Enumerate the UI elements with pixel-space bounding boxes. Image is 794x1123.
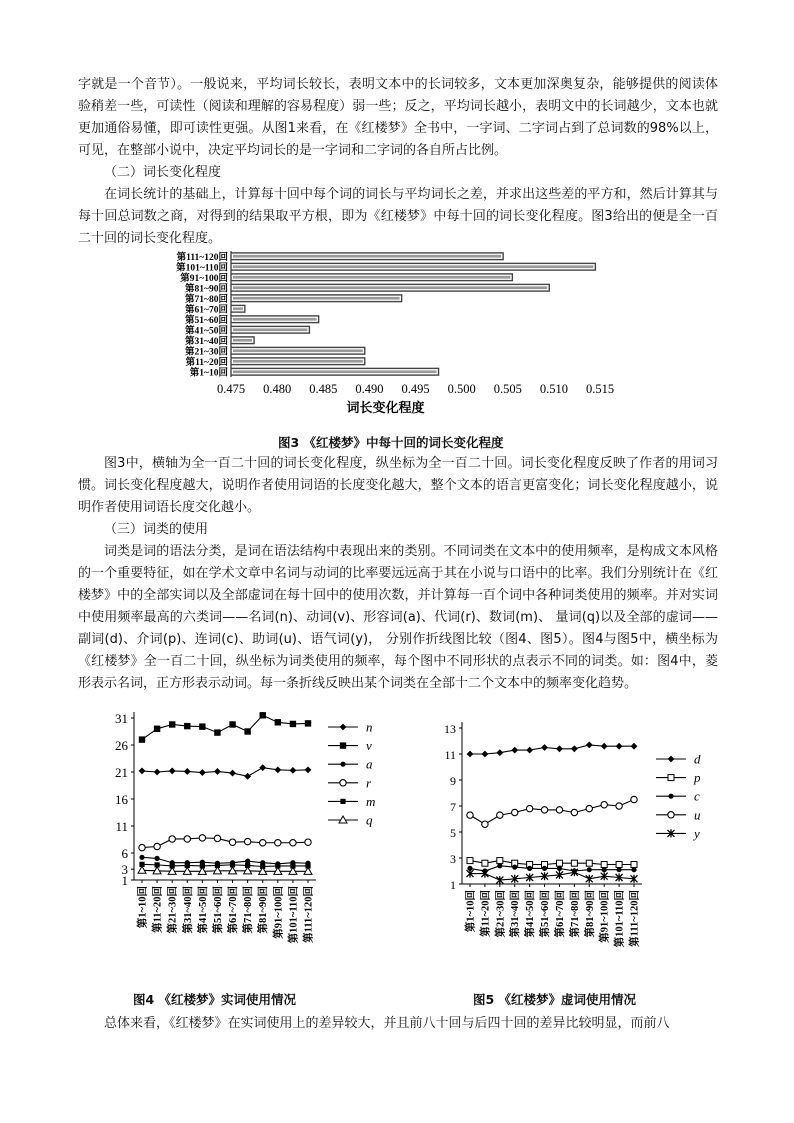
legend-item xyxy=(328,738,372,753)
data-point xyxy=(527,866,532,871)
data-point xyxy=(340,799,345,804)
y-tick-label: 第11~20回 xyxy=(185,357,228,368)
data-point xyxy=(571,860,577,866)
data-point xyxy=(497,863,502,868)
data-point xyxy=(139,855,144,860)
data-point xyxy=(482,821,488,827)
x-tick-label: 第61~70回 xyxy=(554,890,566,938)
data-point xyxy=(587,867,592,872)
x-tick-label: 第111~120回 xyxy=(629,890,641,947)
series-line xyxy=(142,768,308,777)
y-tick-label: 26 xyxy=(115,738,128,753)
figure-3-chart xyxy=(160,245,630,425)
data-point xyxy=(571,809,577,815)
data-point xyxy=(467,751,474,758)
series-line xyxy=(470,872,634,880)
data-point xyxy=(467,858,473,864)
legend-label: m xyxy=(366,793,376,809)
data-point xyxy=(668,756,675,763)
y-tick-label: 3 xyxy=(450,852,456,866)
section-heading-3: （三）词类的使用 xyxy=(104,522,209,537)
y-tick-label: 第21~30回 xyxy=(185,347,228,358)
data-point xyxy=(214,729,220,735)
figure-4-caption: 图4 《红楼梦》实词使用情况 xyxy=(133,992,297,1007)
series-y xyxy=(467,868,638,884)
data-point xyxy=(290,721,296,727)
data-point xyxy=(542,866,547,871)
y-tick-label: 第51~60回 xyxy=(185,315,228,326)
x-tick-label: 第11~20回 xyxy=(480,890,492,937)
y-tick-label: 5 xyxy=(450,826,456,840)
bar-fill xyxy=(233,307,243,310)
legend-label: c xyxy=(694,788,700,804)
x-tick-label: 0.505 xyxy=(493,382,522,396)
data-point xyxy=(586,805,592,811)
legend-item xyxy=(656,807,701,822)
x-tick-label: 0.510 xyxy=(539,382,568,396)
series-p xyxy=(467,858,637,868)
data-point xyxy=(631,796,637,802)
data-point xyxy=(154,726,160,732)
data-point xyxy=(616,867,621,872)
paragraph-4: 词类是词的语法分类，是词在语法结构中表现出来的类别。不同词类在文本中的使用频率，是构成文本风格的一个重要特征，如在学术文章中名词与动词的比率要远远高于其在小说与口语中的比率。我们分别统计在《红楼梦》中的全部实词以及全部虚词在每十回中的使用次数，并计算每一百个词中各种词类使用的频率。并对实词中使用频率最高的六类词——名词(n)、动词(v)、形容词(a)、代词(r)、数词(m)、 量词(q)以及全部的虚词——副词(d)、介词(p)、连词(c)、助词(u)、语气词(y)， 分别作折线图比较（图4、图5）。图4与图5中，横坐标为《红楼梦》全一百二十回，纵坐标为词类使用的频率，每个图中不同形状的点表示不同的词类。如：图4中，菱形表示名词，正方形表示动词。每一条折线反映出某个词类在全部十二个文本中的频率变化趋势。 xyxy=(78,544,718,691)
data-point xyxy=(305,720,311,726)
legend-label: p xyxy=(694,770,701,786)
x-tick-label: 第41~50回 xyxy=(197,886,209,934)
data-point xyxy=(305,766,312,773)
data-point xyxy=(244,728,250,734)
y-tick-label: 第61~70回 xyxy=(185,305,228,316)
data-point xyxy=(497,858,503,864)
data-point xyxy=(138,866,146,873)
data-point xyxy=(616,862,622,868)
x-tick-label: 第101~110回 xyxy=(288,886,300,944)
y-tick-label: 第111~120回 xyxy=(176,252,228,263)
x-tick-label: 第111~120回 xyxy=(303,886,315,943)
data-point xyxy=(229,721,235,727)
data-point xyxy=(556,860,562,866)
paragraph-3: 图3中，横轴为全一百二十回的词长变化程度，纵坐标为全一百二十回。词长变化程度反映了作者的用词习惯。词长变化程度越大，说明作者使用词语的长度变化越大，整个文本的语言更富变化；词长变化程度越小，说明作者使用词语长度交化越小。 xyxy=(78,456,718,515)
y-tick-label: 21 xyxy=(115,765,128,780)
data-point xyxy=(571,745,578,752)
y-tick-label: 3 xyxy=(121,862,128,878)
data-point xyxy=(199,769,206,776)
data-point xyxy=(482,751,489,758)
bar-fill xyxy=(233,297,400,300)
series-line xyxy=(470,800,634,825)
data-point xyxy=(290,840,296,846)
figure-5-caption: 图5 《红楼梦》虚词使用情况 xyxy=(473,992,637,1007)
series-line xyxy=(470,861,634,865)
data-point xyxy=(275,719,281,725)
data-point xyxy=(229,770,236,777)
series-line xyxy=(470,866,634,871)
data-point xyxy=(244,773,251,780)
legend-item xyxy=(328,794,375,809)
data-point xyxy=(154,769,161,776)
data-point xyxy=(214,835,220,841)
data-point xyxy=(169,768,176,775)
data-point xyxy=(275,840,281,846)
x-tick-label: 第61~70回 xyxy=(228,886,240,934)
x-tick-label: 第71~80回 xyxy=(243,886,255,934)
data-point xyxy=(199,723,205,729)
paragraph-5: 总体来看，《红楼梦》在实词使用上的差异较大，并且前八十回与后四十回的差异比较明显，而前八 xyxy=(104,1016,670,1031)
y-tick-label: 7 xyxy=(450,800,456,814)
data-point xyxy=(340,780,346,786)
series-d xyxy=(467,742,638,758)
data-point xyxy=(305,839,311,845)
x-tick-label: 第91~100回 xyxy=(599,890,611,943)
figure-3 xyxy=(160,245,630,429)
legend-label: n xyxy=(366,719,373,735)
bar-fill xyxy=(233,360,363,363)
data-point xyxy=(139,844,145,850)
data-point xyxy=(631,862,637,868)
y-tick-label: 第81~90回 xyxy=(185,284,228,295)
data-point xyxy=(229,839,235,845)
data-point xyxy=(557,866,562,871)
legend-label: d xyxy=(694,751,701,767)
data-point xyxy=(511,747,518,754)
x-tick-label: 0.480 xyxy=(263,382,292,396)
x-tick-label: 第81~90回 xyxy=(584,890,596,938)
data-point xyxy=(340,742,346,748)
data-point xyxy=(199,835,205,841)
x-tick-label: 第31~40回 xyxy=(510,890,522,938)
legend-label: q xyxy=(366,812,373,828)
data-point xyxy=(169,721,175,727)
data-point xyxy=(601,802,607,808)
x-tick-label: 0.490 xyxy=(355,382,384,396)
x-tick-label: 第101~110回 xyxy=(614,890,626,948)
x-tick-label: 第81~90回 xyxy=(258,886,270,934)
paragraph-2: 在词长统计的基础上，计算每十回中每个词的词长与平均词长之差，并求出这些差的平方和，然后计算其与每十回总词数之商，对得到的结果取平方根，即为《红楼梦》中每十回的词长变化程度。图3给出的便是全一百二十回的词长变化程度。 xyxy=(78,187,718,246)
data-point xyxy=(139,736,145,742)
legend-label: y xyxy=(694,825,700,841)
x-tick-label: 第51~60回 xyxy=(540,890,552,938)
data-point xyxy=(616,743,623,750)
bar-fill xyxy=(233,255,501,258)
legend-label: a xyxy=(366,756,373,772)
data-point xyxy=(244,838,250,844)
data-point xyxy=(668,812,674,818)
data-point xyxy=(154,843,160,849)
data-point xyxy=(274,766,281,773)
x-axis-title: 词长变化程度 xyxy=(346,400,425,415)
series-v xyxy=(139,712,311,743)
series-line xyxy=(142,857,308,863)
figure-3-caption: 图3 《红楼梦》中每十回的词长变化程度 xyxy=(278,435,504,450)
bar-fill xyxy=(233,265,593,268)
data-point xyxy=(526,805,532,811)
data-point xyxy=(482,860,488,866)
legend-label: u xyxy=(694,807,701,823)
data-point xyxy=(467,812,473,818)
figure-5-chart xyxy=(430,718,710,988)
data-point xyxy=(512,809,518,815)
bar-fill xyxy=(233,318,317,321)
x-tick-label: 第31~40回 xyxy=(182,886,194,934)
data-point xyxy=(154,856,159,861)
x-tick-label: 第21~30回 xyxy=(495,890,507,938)
y-tick-label: 第101~110回 xyxy=(176,263,228,274)
bar-fill xyxy=(233,339,252,342)
x-tick-label: 第11~20回 xyxy=(152,886,164,933)
data-point xyxy=(541,744,548,751)
bar-fill xyxy=(233,349,363,352)
data-point xyxy=(602,867,607,872)
y-tick-label: 6 xyxy=(121,846,128,861)
data-point xyxy=(586,742,593,749)
figure-5 xyxy=(430,718,710,992)
x-tick-label: 第51~60回 xyxy=(212,886,224,934)
x-tick-label: 第71~80回 xyxy=(569,890,581,938)
data-point xyxy=(340,724,347,731)
data-point xyxy=(668,775,674,781)
data-point xyxy=(260,840,266,846)
series-line xyxy=(142,864,308,866)
data-point xyxy=(556,745,563,752)
y-tick-label: 第1~10回 xyxy=(189,368,228,379)
series-u xyxy=(467,796,637,827)
data-point xyxy=(259,764,266,771)
data-point xyxy=(512,865,517,870)
data-point xyxy=(496,749,503,756)
figure-4 xyxy=(106,700,386,989)
bar-fill xyxy=(233,276,510,279)
legend-item xyxy=(656,789,700,804)
paragraph-1: 字就是一个音节）。一般说来，平均词长较长，表明文本中的长词较多，文本更加深奥复杂，能够提供的阅读体验稍差一些，可读性（阅读和理解的容易程度）弱一些；反之，平均词长越小，表明文中的长词越少，文本也就更加通俗易懂，即可读性更强。从图1来看，在《红楼梦》全书中，一字词、二字词占到了总词数的98%以上，可见，在整部小说中，决定平均词长的是一字词和二字词的各自所占比例。 xyxy=(78,77,718,158)
y-tick-label: 31 xyxy=(115,711,128,726)
bar-fill xyxy=(233,370,437,373)
x-tick-label: 0.495 xyxy=(401,382,430,396)
x-tick-label: 第91~100回 xyxy=(273,886,285,939)
data-point xyxy=(184,836,190,842)
figure-4-chart xyxy=(106,700,386,985)
data-point xyxy=(340,762,345,767)
series-line xyxy=(142,715,308,739)
legend-label: r xyxy=(366,775,372,791)
bar-fill xyxy=(233,286,547,289)
legend-item xyxy=(656,826,700,841)
series-r xyxy=(139,835,311,851)
legend-item xyxy=(328,775,372,790)
y-tick-label: 1 xyxy=(121,873,128,888)
section-heading-2: （二）词长变化程度 xyxy=(104,165,222,180)
series-line xyxy=(142,838,308,848)
legend-item xyxy=(328,720,373,735)
legend-item xyxy=(328,757,373,772)
data-point xyxy=(631,867,636,872)
y-tick-label: 第41~50回 xyxy=(185,326,228,337)
series-line xyxy=(142,870,308,871)
data-point xyxy=(541,807,547,813)
data-point xyxy=(214,768,221,775)
data-point xyxy=(260,712,266,718)
y-tick-label: 1 xyxy=(450,878,456,892)
legend-item xyxy=(656,770,701,785)
series-n xyxy=(139,764,312,779)
data-point xyxy=(184,768,191,775)
data-point xyxy=(526,747,533,754)
x-tick-label: 0.515 xyxy=(585,382,615,396)
x-tick-label: 第1~10回 xyxy=(137,886,149,929)
y-tick-label: 11 xyxy=(115,819,128,834)
data-point xyxy=(586,860,592,866)
data-point xyxy=(497,812,503,818)
y-tick-label: 11 xyxy=(444,748,456,762)
data-point xyxy=(616,803,622,809)
bar-fill xyxy=(233,328,307,331)
series-q xyxy=(138,866,312,874)
data-point xyxy=(184,723,190,729)
data-point xyxy=(556,807,562,813)
data-point xyxy=(601,743,608,750)
x-tick-label: 0.475 xyxy=(216,382,246,396)
x-tick-label: 0.500 xyxy=(447,382,476,396)
x-tick-label: 0.485 xyxy=(309,382,338,396)
x-tick-label: 第1~10回 xyxy=(465,890,477,933)
series-line xyxy=(470,745,634,754)
x-tick-label: 第21~30回 xyxy=(167,886,179,934)
y-tick-label: 16 xyxy=(115,792,128,807)
data-point xyxy=(601,862,607,868)
y-tick-label: 13 xyxy=(444,722,456,736)
y-tick-label: 9 xyxy=(450,774,456,788)
data-point xyxy=(139,768,146,775)
y-tick-label: 第91~100回 xyxy=(180,273,228,284)
data-point xyxy=(631,743,638,750)
legend-item xyxy=(328,813,373,828)
y-tick-label: 第31~40回 xyxy=(185,336,228,347)
y-tick-label: 第71~80回 xyxy=(185,294,228,305)
legend-label: v xyxy=(366,738,372,754)
data-point xyxy=(290,767,297,774)
x-tick-label: 第41~50回 xyxy=(525,890,537,938)
data-point xyxy=(668,794,673,799)
data-point xyxy=(169,836,175,842)
legend-item xyxy=(656,752,701,767)
